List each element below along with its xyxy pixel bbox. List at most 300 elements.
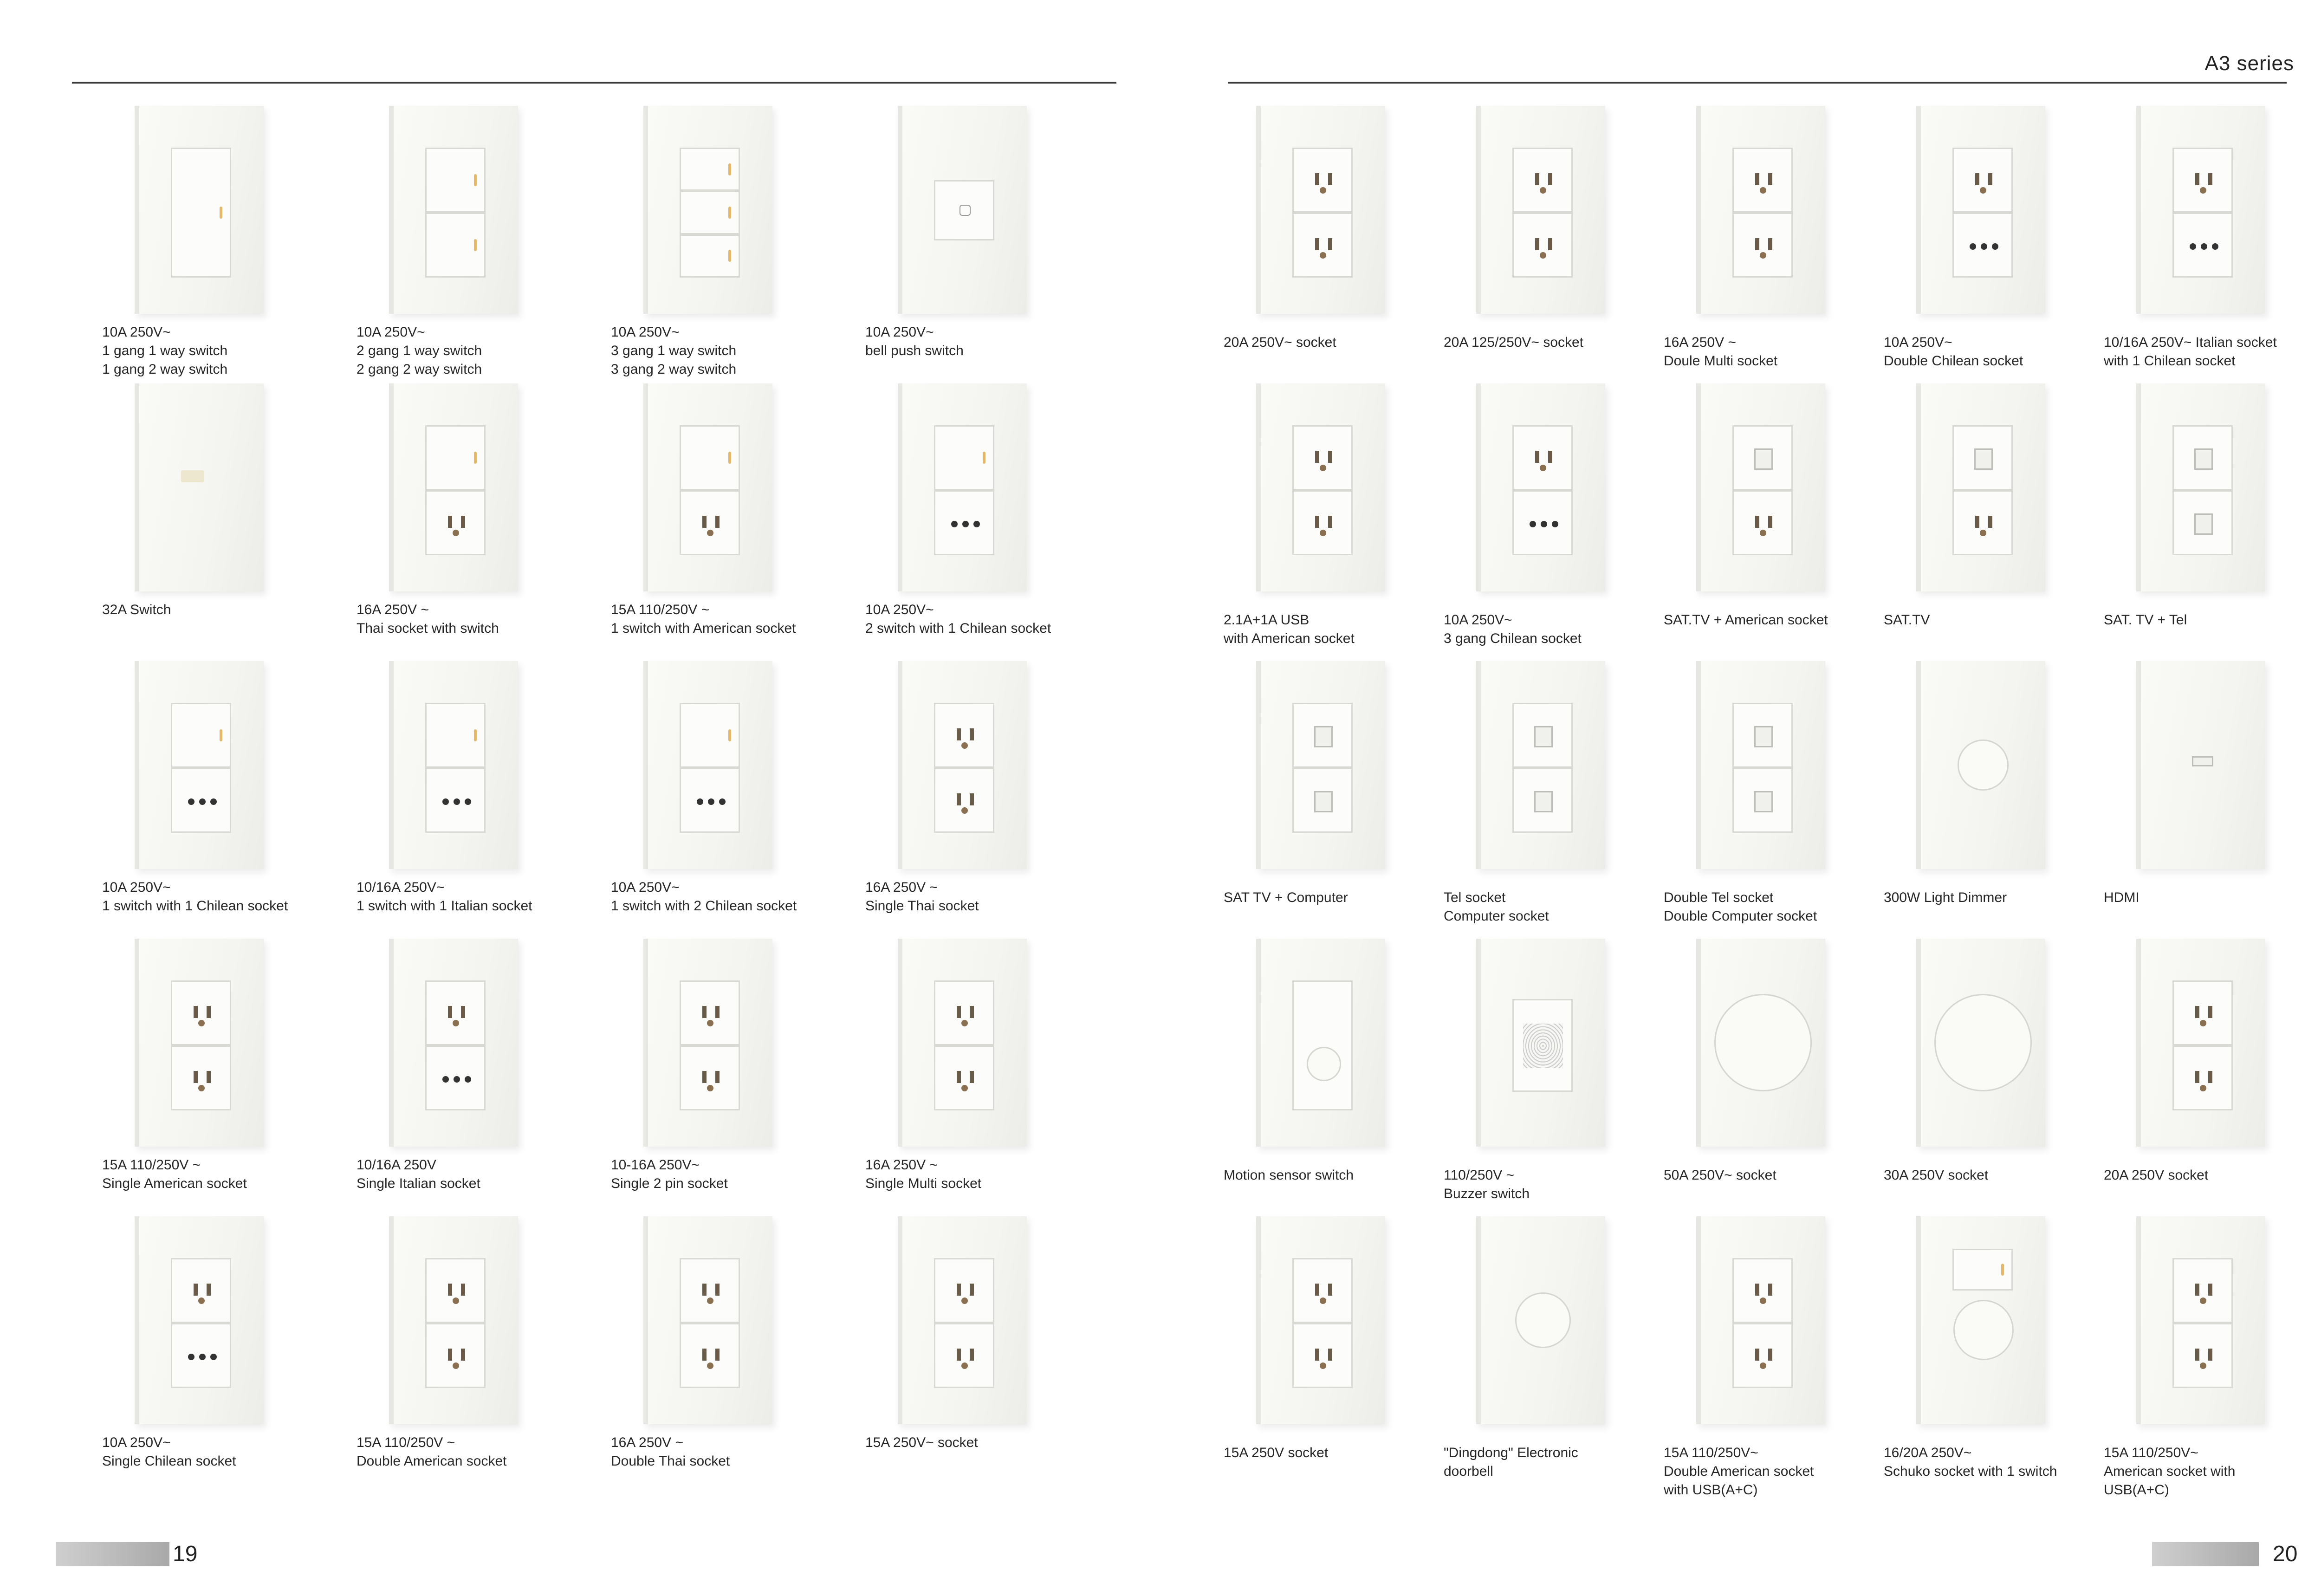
ground-pin bbox=[453, 1020, 459, 1026]
socket-slot bbox=[2195, 1284, 2199, 1296]
product-item bbox=[1884, 661, 2097, 935]
double-thai-socket-icon bbox=[643, 1216, 772, 1424]
product-item bbox=[1224, 939, 1437, 1213]
socket-slot bbox=[1535, 173, 1539, 185]
socket-slot bbox=[461, 1349, 465, 1361]
ground-pin bbox=[453, 1298, 459, 1304]
product-label-line-1: 15A 110/250V ~ bbox=[357, 1435, 455, 1450]
chilean-socket-2switch-icon bbox=[898, 383, 1027, 591]
product-label bbox=[1224, 1444, 1437, 1462]
product-item bbox=[2104, 106, 2317, 380]
product-label-line-1: 50A 250V~ socket bbox=[1664, 1168, 1776, 1183]
socket-pin bbox=[1970, 243, 1976, 250]
switch-led-indicator bbox=[728, 452, 731, 464]
socket-pin bbox=[454, 798, 460, 805]
product-label-line-1: 10-16A 250V~ bbox=[611, 1157, 700, 1173]
page-number-bar-left bbox=[56, 1542, 169, 1566]
product-item bbox=[102, 1216, 316, 1490]
product-label-line-2: Schuko socket with 1 switch bbox=[1884, 1464, 2057, 1479]
socket-pin bbox=[210, 1354, 217, 1360]
socket-30a-icon bbox=[1916, 939, 2045, 1147]
socket-slot bbox=[1328, 1284, 1332, 1296]
socket-20a-250-icon bbox=[2136, 939, 2265, 1147]
socket-slot bbox=[970, 1349, 974, 1361]
socket-slot bbox=[1755, 1349, 1759, 1361]
plate-module bbox=[171, 703, 231, 768]
socket-pin bbox=[2190, 243, 2196, 250]
plate-module bbox=[425, 1045, 486, 1110]
product-label-line-1: SAT. TV + Tel bbox=[2104, 612, 2187, 628]
plate-module bbox=[934, 703, 994, 768]
socket-slot bbox=[461, 516, 465, 528]
product-label-line-1: 10A 250V~ bbox=[102, 1435, 171, 1450]
product-label-line-1: 15A 250V socket bbox=[1224, 1445, 1329, 1460]
socket-slot bbox=[1315, 516, 1319, 528]
ground-pin bbox=[1320, 1362, 1326, 1369]
data-jack bbox=[1754, 448, 1773, 470]
socket-slot bbox=[461, 1284, 465, 1296]
socket-slot bbox=[2208, 1071, 2212, 1083]
plate-module bbox=[425, 768, 486, 833]
socket-slot bbox=[1548, 238, 1552, 250]
product-item bbox=[1444, 1216, 1657, 1490]
product-label-line-2: 1 switch with 1 Chilean socket bbox=[102, 898, 288, 914]
hdmi-icon bbox=[2136, 661, 2265, 869]
ground-pin bbox=[707, 530, 713, 536]
socket-slot bbox=[1535, 238, 1539, 250]
product-item bbox=[1664, 1216, 1877, 1498]
ground-pin bbox=[198, 1020, 205, 1026]
plate-module bbox=[1292, 980, 1353, 1110]
product-label-line-1: 20A 250V socket bbox=[2104, 1168, 2209, 1183]
product-label-line-1: Double Tel socket bbox=[1664, 890, 1774, 905]
product-item bbox=[102, 106, 316, 380]
product-label-line-2: Doule Multi socket bbox=[1664, 353, 1778, 369]
socket-slot bbox=[715, 1349, 720, 1361]
product-label bbox=[1664, 611, 1877, 629]
italian-chilean-socket-icon bbox=[2136, 106, 2265, 314]
plate-module bbox=[934, 490, 994, 555]
ground-pin bbox=[1980, 187, 1986, 194]
bell-push-icon bbox=[898, 106, 1027, 314]
product-label bbox=[611, 323, 824, 379]
socket-pin bbox=[442, 1076, 449, 1083]
ground-pin bbox=[1320, 1298, 1326, 1304]
socket-slot bbox=[1755, 173, 1759, 185]
socket-slot bbox=[1328, 516, 1332, 528]
socket-pin bbox=[1992, 243, 1998, 250]
socket-slot bbox=[1768, 1349, 1772, 1361]
product-item bbox=[357, 383, 570, 657]
ground-pin bbox=[1760, 530, 1766, 536]
product-item bbox=[1884, 1216, 2097, 1490]
product-label-line-1: 10/16A 250V~ Italian socket bbox=[2104, 335, 2277, 350]
product-label-line-1: 10A 250V~ bbox=[357, 324, 425, 340]
product-item bbox=[357, 939, 570, 1213]
product-item bbox=[611, 939, 824, 1213]
chilean-2socket-switch-icon bbox=[643, 661, 772, 869]
product-label-line-1: Motion sensor switch bbox=[1224, 1168, 1354, 1183]
ground-pin bbox=[1320, 465, 1326, 471]
product-label-line-1: 300W Light Dimmer bbox=[1884, 890, 2007, 905]
socket-pin bbox=[973, 521, 980, 527]
sattv-tel-icon bbox=[2136, 383, 2265, 591]
switch-3-icon bbox=[643, 106, 772, 314]
plate-module bbox=[1512, 148, 1573, 213]
product-label-line-2: 2 switch with 1 Chilean socket bbox=[865, 621, 1051, 636]
plate-module bbox=[934, 425, 994, 490]
product-label-line-2: Single Italian socket bbox=[357, 1176, 480, 1191]
ground-pin bbox=[1760, 1362, 1766, 1369]
product-item bbox=[865, 106, 1079, 380]
plate-module bbox=[1292, 213, 1353, 278]
socket-slot bbox=[1975, 173, 1979, 185]
socket-slot bbox=[957, 1006, 961, 1018]
plate-module bbox=[680, 234, 740, 278]
ground-pin bbox=[1320, 187, 1326, 194]
product-item bbox=[611, 661, 824, 935]
product-label bbox=[611, 1434, 824, 1471]
plate-module bbox=[1952, 148, 2013, 213]
product-label bbox=[1444, 889, 1657, 926]
ground-pin bbox=[1760, 1298, 1766, 1304]
socket-slot bbox=[1768, 1284, 1772, 1296]
right-page bbox=[1168, 0, 2321, 1596]
plate-module bbox=[1952, 490, 2013, 555]
product-label bbox=[1884, 889, 2097, 907]
product-label-line-3: 2 gang 2 way switch bbox=[357, 362, 482, 377]
product-item bbox=[1224, 383, 1437, 657]
product-label-line-2: Buzzer switch bbox=[1444, 1186, 1530, 1201]
plate-module bbox=[1732, 490, 1793, 555]
product-label bbox=[2104, 611, 2317, 629]
product-label-line-2: Double Chilean socket bbox=[1884, 353, 2023, 369]
socket-pin bbox=[465, 798, 471, 805]
data-jack bbox=[1534, 791, 1553, 812]
product-item bbox=[611, 1216, 824, 1490]
data-jack bbox=[2194, 513, 2213, 535]
socket-slot bbox=[2195, 1349, 2199, 1361]
product-label-line-3: USB(A+C) bbox=[2104, 1482, 2169, 1498]
switch-led-indicator bbox=[728, 250, 731, 262]
socket-slot bbox=[1328, 451, 1332, 463]
product-label bbox=[1224, 1166, 1437, 1185]
plate-module bbox=[425, 425, 486, 490]
ground-pin bbox=[2200, 187, 2206, 194]
data-jack bbox=[1314, 726, 1333, 747]
ground-pin bbox=[453, 530, 459, 536]
socket-15a-icon bbox=[898, 1216, 1027, 1424]
plate-module bbox=[1512, 768, 1573, 833]
product-label bbox=[2104, 333, 2317, 370]
plate-module bbox=[171, 148, 231, 278]
socket-slot bbox=[2208, 1284, 2212, 1296]
product-label-line-2: 1 switch with American socket bbox=[611, 621, 796, 636]
socket-pin bbox=[188, 798, 194, 805]
plate-module bbox=[1292, 768, 1353, 833]
series-title: A3 series bbox=[2204, 52, 2294, 75]
socket-pin bbox=[188, 1354, 194, 1360]
product-label-line-3: 3 gang 2 way switch bbox=[611, 362, 737, 377]
socket-pin bbox=[719, 798, 726, 805]
ground-pin bbox=[1760, 187, 1766, 194]
buzzer-icon bbox=[1476, 939, 1605, 1147]
product-item bbox=[1224, 106, 1437, 380]
plate-module bbox=[425, 1258, 486, 1323]
socket-slot bbox=[957, 1349, 961, 1361]
page-number-right: 20 bbox=[2273, 1542, 2298, 1566]
product-item bbox=[865, 939, 1079, 1213]
product-label bbox=[1664, 333, 1877, 370]
round-socket-face bbox=[1934, 994, 2032, 1091]
ground-pin bbox=[961, 1085, 968, 1091]
product-item bbox=[1884, 939, 2097, 1213]
socket-slot bbox=[957, 728, 961, 740]
socket-slot bbox=[702, 1349, 707, 1361]
socket-50a-icon bbox=[1696, 939, 1825, 1147]
product-label-line-1: 110/250V ~ bbox=[1444, 1168, 1515, 1183]
switch-led-indicator bbox=[474, 239, 477, 251]
product-label-line-1: 10A 250V~ bbox=[865, 324, 934, 340]
motion-sensor-icon bbox=[1256, 939, 1385, 1147]
ground-pin bbox=[707, 1362, 713, 1369]
ground-pin bbox=[1980, 530, 1986, 536]
buzzer-grille bbox=[1523, 1024, 1563, 1068]
socket-20a-125-icon bbox=[1476, 106, 1605, 314]
product-label-line-2: American socket with bbox=[2104, 1464, 2236, 1479]
double-american-socket-icon bbox=[389, 1216, 518, 1424]
socket-slot bbox=[461, 1006, 465, 1018]
socket-slot bbox=[1755, 1284, 1759, 1296]
product-label bbox=[611, 1156, 824, 1193]
socket-pin bbox=[199, 798, 206, 805]
product-label bbox=[357, 1156, 570, 1193]
product-label-line-1: 16/20A 250V~ bbox=[1884, 1445, 1972, 1460]
product-label-line-2: Double Computer socket bbox=[1664, 908, 1817, 924]
switch-led-indicator bbox=[220, 729, 222, 741]
socket-slot bbox=[715, 1284, 720, 1296]
product-label-line-1: SAT TV + Computer bbox=[1224, 890, 1348, 905]
sattv-computer-icon bbox=[1256, 661, 1385, 869]
product-label bbox=[1884, 333, 2097, 370]
product-label-line-2: bell push switch bbox=[865, 343, 964, 358]
plate-module bbox=[1292, 425, 1353, 490]
product-item bbox=[1664, 106, 1877, 380]
product-label-line-2: with 1 Chilean socket bbox=[2104, 353, 2236, 369]
product-label-line-2: Double American socket bbox=[357, 1453, 507, 1469]
product-item bbox=[1884, 106, 2097, 380]
product-label bbox=[357, 878, 570, 915]
chilean-socket-switch-icon bbox=[135, 661, 264, 869]
plate-module bbox=[425, 703, 486, 768]
plate-module bbox=[680, 1258, 740, 1323]
product-item bbox=[1224, 661, 1437, 935]
plate-module bbox=[2172, 490, 2233, 555]
plate-module bbox=[680, 1045, 740, 1110]
product-label-line-1: 16A 250V ~ bbox=[357, 602, 429, 617]
switch-led-indicator bbox=[220, 207, 222, 219]
ground-pin bbox=[1540, 187, 1546, 194]
product-label-line-1: 10A 250V~ bbox=[1444, 612, 1512, 628]
socket-slot bbox=[2208, 173, 2212, 185]
socket-slot bbox=[715, 1071, 720, 1083]
product-label bbox=[865, 601, 1079, 638]
plate-module bbox=[171, 980, 231, 1045]
product-item bbox=[102, 383, 316, 657]
socket-slot bbox=[1755, 238, 1759, 250]
plate-module bbox=[1732, 703, 1793, 768]
socket-slot bbox=[1315, 451, 1319, 463]
switch-1-icon bbox=[135, 106, 264, 314]
product-label-line-3: with USB(A+C) bbox=[1664, 1482, 1758, 1498]
product-label-line-1: 10/16A 250V bbox=[357, 1157, 436, 1173]
switch-led-indicator bbox=[2001, 1264, 2004, 1276]
switch-led-indicator bbox=[728, 207, 731, 219]
motion-lens bbox=[1307, 1047, 1341, 1081]
socket-slot bbox=[1975, 516, 1979, 528]
ground-pin bbox=[2200, 1362, 2206, 1369]
plate-module bbox=[934, 1258, 994, 1323]
plate-module bbox=[171, 1258, 231, 1323]
product-label-line-2: Single Thai socket bbox=[865, 898, 979, 914]
ground-pin bbox=[1320, 530, 1326, 536]
sattv-icon bbox=[1916, 383, 2045, 591]
plate-module bbox=[2172, 213, 2233, 278]
plate-module bbox=[425, 148, 486, 213]
product-label-line-1: 16A 250V ~ bbox=[865, 1157, 938, 1173]
socket-slot bbox=[970, 793, 974, 805]
switch-led-indicator bbox=[983, 452, 985, 464]
socket-slot bbox=[1548, 173, 1552, 185]
product-item bbox=[1664, 383, 1877, 657]
socket-slot bbox=[194, 1006, 198, 1018]
product-item bbox=[2104, 939, 2317, 1213]
schuko-face bbox=[1953, 1300, 2014, 1360]
socket-slot bbox=[2195, 1006, 2199, 1018]
product-label-line-3: 1 gang 2 way switch bbox=[102, 362, 228, 377]
two-pin-socket-icon bbox=[643, 939, 772, 1147]
socket-slot bbox=[207, 1071, 211, 1083]
product-label-line-1: 20A 250V~ socket bbox=[1224, 335, 1336, 350]
socket-slot bbox=[448, 1284, 452, 1296]
product-label bbox=[1444, 1444, 1657, 1481]
product-item bbox=[2104, 383, 2317, 657]
plate-module bbox=[1292, 490, 1353, 555]
data-jack bbox=[1314, 791, 1333, 812]
product-label bbox=[1664, 1444, 1877, 1499]
product-label bbox=[1224, 333, 1437, 352]
product-label bbox=[1224, 889, 1437, 907]
schuko-switch-icon bbox=[1916, 1216, 2045, 1424]
product-label bbox=[357, 323, 570, 379]
product-label bbox=[1224, 611, 1437, 648]
plate-module bbox=[425, 213, 486, 278]
switch-2-icon bbox=[389, 106, 518, 314]
product-label bbox=[1664, 1166, 1877, 1185]
plate-module bbox=[2172, 980, 2233, 1045]
header-rule-left bbox=[72, 82, 1116, 84]
product-label bbox=[1884, 1444, 2097, 1481]
plate-module bbox=[1512, 425, 1573, 490]
plate-module bbox=[680, 191, 740, 234]
product-label-line-1: 10A 250V~ bbox=[865, 602, 934, 617]
ground-pin bbox=[198, 1085, 205, 1091]
socket-slot bbox=[1315, 1284, 1319, 1296]
data-jack bbox=[1974, 448, 1993, 470]
product-label-line-1: 32A Switch bbox=[102, 602, 171, 617]
product-label-line-1: 10A 250V~ bbox=[611, 880, 680, 895]
product-item bbox=[1444, 106, 1657, 380]
product-label-line-1: 20A 125/250V~ socket bbox=[1444, 335, 1584, 350]
product-label-line-2: Double American socket bbox=[1664, 1464, 1814, 1479]
plate-module bbox=[1952, 1249, 2013, 1291]
product-label-line-1: 10A 250V~ bbox=[102, 880, 171, 895]
product-item bbox=[2104, 661, 2317, 935]
socket-slot bbox=[702, 1071, 707, 1083]
socket-slot bbox=[957, 793, 961, 805]
socket-slot bbox=[2195, 173, 2199, 185]
product-label bbox=[102, 323, 316, 379]
product-label-line-1: 10A 250V~ bbox=[1884, 335, 1952, 350]
product-item bbox=[2104, 1216, 2317, 1498]
bell-symbol-icon bbox=[960, 205, 971, 216]
socket-slot bbox=[702, 1284, 707, 1296]
socket-slot bbox=[1755, 516, 1759, 528]
product-label-line-2: Thai socket with switch bbox=[357, 621, 499, 636]
thai-socket-icon bbox=[898, 661, 1027, 869]
product-label bbox=[1444, 333, 1657, 352]
socket-slot bbox=[1315, 1349, 1319, 1361]
data-jack bbox=[2194, 448, 2213, 470]
plate-module bbox=[680, 768, 740, 833]
plate-module bbox=[1952, 213, 2013, 278]
socket-pin bbox=[442, 798, 449, 805]
socket-pin bbox=[951, 521, 958, 527]
socket-slot bbox=[970, 728, 974, 740]
product-label-line-1: 2.1A+1A USB bbox=[1224, 612, 1310, 628]
data-jack bbox=[1754, 791, 1773, 812]
product-item bbox=[102, 661, 316, 935]
socket-slot bbox=[448, 1006, 452, 1018]
socket-slot bbox=[1768, 516, 1772, 528]
product-item bbox=[611, 383, 824, 657]
product-label-line-2: 1 gang 1 way switch bbox=[102, 343, 228, 358]
product-label-line-1: 16A 250V ~ bbox=[611, 1435, 683, 1450]
socket-slot bbox=[448, 516, 452, 528]
product-item bbox=[1664, 939, 1877, 1213]
product-label bbox=[865, 878, 1079, 915]
product-label bbox=[865, 323, 1079, 360]
socket-pin bbox=[210, 798, 217, 805]
product-label-line-2: doorbell bbox=[1444, 1464, 1493, 1479]
tel-socket-icon bbox=[1476, 661, 1605, 869]
plate-module bbox=[1292, 1323, 1353, 1388]
socket-slot bbox=[1315, 238, 1319, 250]
product-label-line-2: 3 gang Chilean socket bbox=[1444, 631, 1582, 646]
ground-pin bbox=[2200, 1085, 2206, 1091]
socket-pin bbox=[708, 798, 714, 805]
ground-pin bbox=[961, 1362, 968, 1369]
product-label-line-2: Single 2 pin socket bbox=[611, 1176, 728, 1191]
product-label-line-1: "Dingdong" Electronic bbox=[1444, 1445, 1578, 1460]
plate-module bbox=[680, 425, 740, 490]
product-label-line-1: 15A 110/250V ~ bbox=[102, 1157, 201, 1173]
socket-pin bbox=[199, 1354, 206, 1360]
product-label-line-1: 10/16A 250V~ bbox=[357, 880, 445, 895]
hdmi-port bbox=[2192, 756, 2213, 766]
plate-module bbox=[1732, 213, 1793, 278]
switch-led-indicator bbox=[474, 174, 477, 186]
